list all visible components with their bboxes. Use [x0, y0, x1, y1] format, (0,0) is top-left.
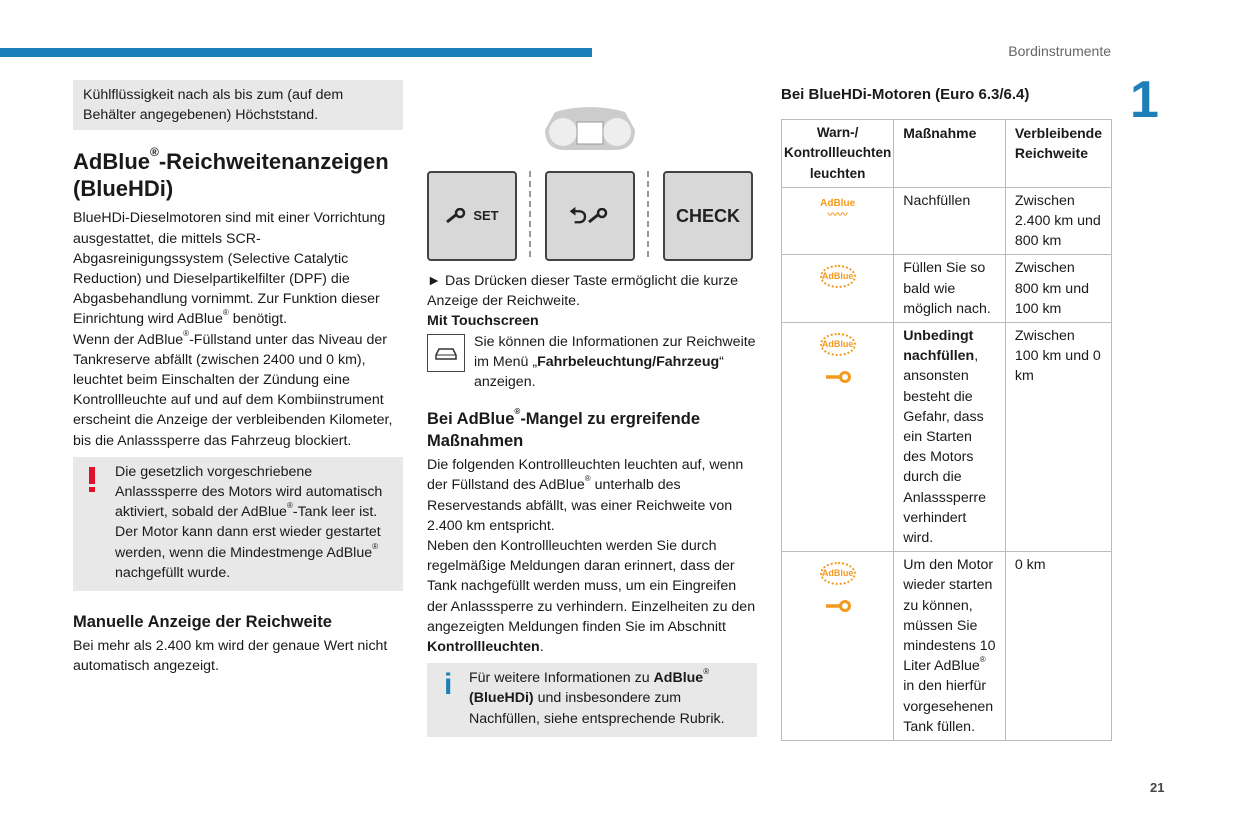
wrench-icon [587, 208, 611, 224]
table-header-row: Warn-/ Kontrollleuchten leuchten Maßnahme Verbleibende Reichweite [782, 120, 1112, 188]
table-row: AdBlue Um den Motor wieder starten zu können, müssen Sie mindestens 10 Liter AdBlue® in den hierfür vorgesehenen Tank füllen. 0 km [782, 552, 1112, 741]
adblue-flashing-icon: AdBlue [820, 265, 856, 288]
page-title: AdBlue®-Reichweitenanzeigen (BlueHDi) [73, 145, 389, 202]
check-button[interactable]: CHECK [663, 171, 753, 261]
car-menu-icon [427, 334, 465, 372]
adblue-icon: AdBlue 〰〰 [820, 197, 856, 221]
adblue-flashing-icon: AdBlue [820, 562, 856, 585]
manual-display-text: Bei mehr als 2.400 km wird der genaue Wert nicht automatisch angezeigt. [73, 638, 388, 675]
level-paragraph: Wenn der AdBlue®-Füllstand unter das Niveau der Tankreserve abfällt (zwischen 2400 und 0 km), leuchtet beim Einschalten der Zündung eine Kontrollleuchte auf und auf dem Kombiinstrument erscheint die Anzeige der verbleibenden Kilometer, bis die Anlasssperre das Fahrzeug blockiert. [73, 328, 393, 449]
header-accent-bar [0, 48, 592, 57]
back-arrow-icon: ⮌ [569, 202, 587, 228]
table-row: AdBlue Unbedingt nachfüllen, ansonsten besteht die Gefahr, dass ein Starten des Motors durch die Anlasssperre verhindert wird. Zwischen 100 km und 0 km [782, 323, 1112, 552]
manual-display-title: Manuelle Anzeige der Reichweite [73, 613, 332, 632]
section-title: Bordinstrumente [1008, 43, 1111, 59]
instrument-cluster-icon [535, 100, 645, 155]
touchscreen-info: Sie können die Informationen zur Reichweite im Menü „Fahrbeleuchtung/Fahrzeug“ anzeigen. [427, 332, 757, 393]
column-right [781, 85, 1113, 741]
table-row: AdBlue Füllen Sie so bald wie möglich nach. Zwischen 800 km und 100 km [782, 255, 1112, 323]
measures-title: Bei AdBlue®-Mangel zu ergreifende Maßnahmen [427, 407, 701, 451]
set-button[interactable]: SET [427, 171, 517, 261]
adblue-table [781, 119, 1112, 741]
divider [529, 171, 533, 257]
info-box: i Für weitere Informationen zu AdBlue® (BlueHDi) und insbesondere zum Nachfüllen, siehe entsprechende Rubrik. [427, 663, 757, 737]
page-number: 21 [1150, 780, 1165, 795]
column-left [73, 80, 403, 676]
note-box: Kühlflüssigkeit nach als bis zum (auf dem Behälter angegebenen) Höchststand. [73, 80, 403, 130]
back-wrench-button[interactable] [545, 171, 635, 261]
press-text: ► Das Drücken dieser Taste ermöglicht die kurze Anzeige der Reichweite. [427, 273, 739, 310]
warning-icon [87, 467, 97, 493]
chapter-number: 1 [1130, 71, 1159, 129]
control-buttons [427, 171, 757, 261]
touchscreen-title: Mit Touchscreen [427, 313, 539, 330]
info-icon: i [444, 668, 453, 702]
measures-paragraph-1: Die folgenden Kontrollleuchten leuchten auf, wenn der Füllstand des AdBlue® unterhalb des Reservestands abfällt, was einer Reichweite von 2.400 km entspricht. [427, 457, 744, 534]
service-wrench-icon [786, 599, 889, 619]
intro-paragraph: BlueHDi-Dieselmotoren sind mit einer Vorrichtung ausgestattet, die mittels SCR-Abgasreinigungssystem (Selective Catalytic Reduction) und Dieselpartikelfilter (DPF) die Abgasbehandlung vornimmt. Zur Funktion dieser Einrichtung wird AdBlue® benötigt. [73, 210, 386, 328]
column-middle [427, 100, 757, 737]
table-title: Bei BlueHDi-Motoren (Euro 6.3/6.4) [781, 86, 1030, 103]
measures-paragraph-2: Neben den Kontrollleuchten werden Sie durch regelmäßige Meldungen daran erinnert, dass der Tank nachgefüllt werden muss, um ein Eingreifen der Anlasssperre zu verhindern. Einzelheiten zu den angezeigten Meldungen finden Sie im Abschnitt Kontrollleuchten. [427, 538, 756, 656]
table-row: AdBlue 〰〰 Nachfüllen Zwischen 2.400 km und 800 km [782, 187, 1112, 255]
divider [647, 171, 651, 257]
service-wrench-icon [786, 370, 889, 390]
wrench-icon [445, 208, 469, 224]
adblue-flashing-icon: AdBlue [820, 333, 856, 356]
warning-box: Die gesetzlich vorgeschriebene Anlasssperre des Motors wird automatisch aktiviert, sobald der AdBlue®-Tank leer ist. Der Motor kann dann erst wieder gestartet werden, wenn die Mindestmenge AdBlue® nachgefüllt wurde. [73, 457, 403, 591]
